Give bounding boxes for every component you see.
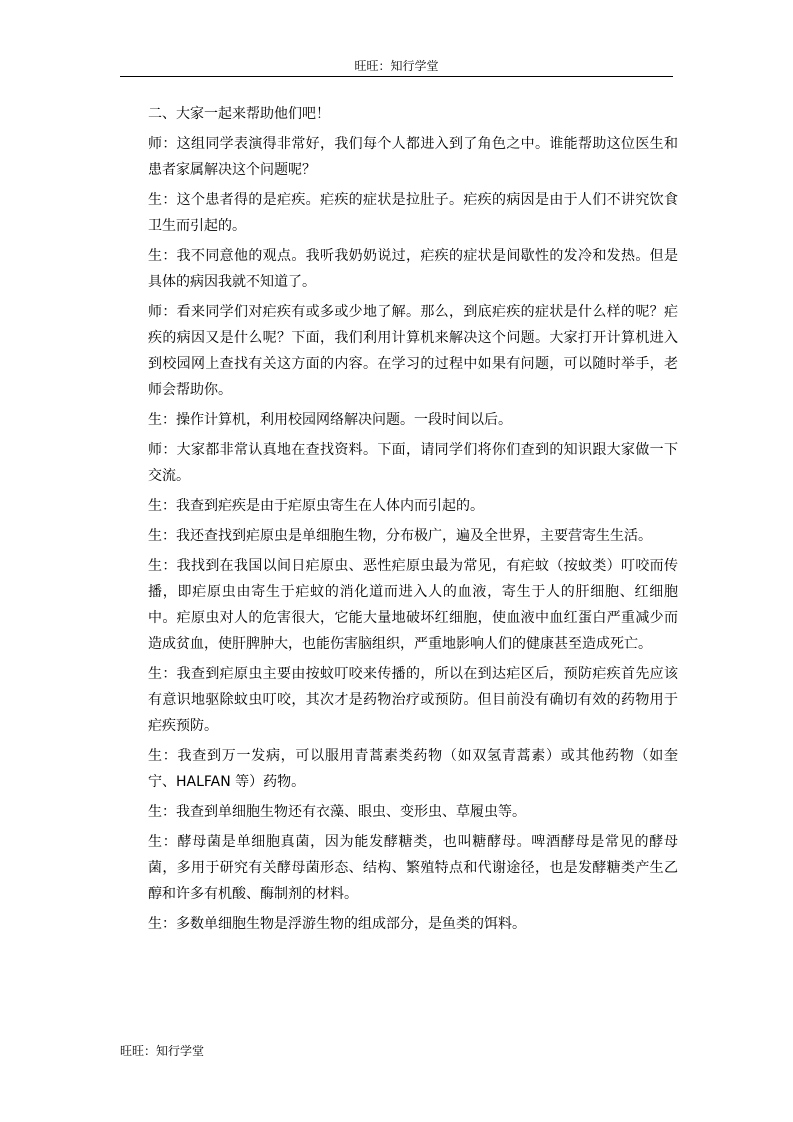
paragraph: 生：我不同意他的观点。我听我奶奶说过，疟疾的症状是间歇性的发冷和发热。但是具体的病因我就不知道了。 <box>148 248 678 290</box>
paragraph: 师：大家都非常认真地在查找资料。下面，请同学们将你们查到的知识跟大家做一下交流。 <box>148 442 678 484</box>
paragraph: 生：我找到在我国以间日疟原虫、恶性疟原虫最为常见，有疟蚊（按蚊类）叮咬而传播，即疟原虫由寄生于疟蚊的消化道而进入人的血液，寄生于人的肝细胞、红细胞中。疟原虫对人的危害很大，它能大量地破坏红细胞，使血液中血红蛋白严重减少而造成贫血，使肝脾肿大，也能伤害脑组织，严重地影响人们的健康甚至造成死亡。 <box>148 558 678 652</box>
page-header: 旺旺：知行学堂 <box>120 56 673 77</box>
paragraph: 生：我查到疟疾是由于疟原虫寄生在人体内而引起的。 <box>148 498 484 514</box>
page-footer: 旺旺：知行学堂 <box>120 1044 205 1058</box>
paragraph: 生：我查到万一发病，可以服用青蒿素类药物（如双氢青蒿素）或其他药物（如奎宁、HALFAN 等）药物。 <box>148 748 678 790</box>
paragraph: 生：酵母菌是单细胞真菌，因为能发酵糖类，也叫糖酵母。啤酒酵母是常见的酵母菌，多用于研究有关酵母菌形态、结构、繁殖特点和代谢途径，也是发酵糖类产生乙醇和许多有机酸、酶制剂的材料。 <box>148 834 678 902</box>
paragraph: 生：这个患者得的是疟疾。疟疾的症状是拉肚子。疟疾的病因是由于人们不讲究饮食卫生而引起的。 <box>148 192 678 234</box>
section-title: 二、大家一起来帮助他们吧！ <box>148 106 330 122</box>
paragraph: 师：这组同学表演得非常好，我们每个人都进入到了角色之中。谁能帮助这位医生和患者家属解决这个问题呢？ <box>148 136 678 178</box>
paragraph: 生：我查到单细胞生物还有衣藻、眼虫、变形虫、草履虫等。 <box>148 804 526 820</box>
document-body <box>148 101 678 941</box>
paragraph: 师：看来同学们对疟疾有或多或少地了解。那么，到底疟疾的症状是什么样的呢？疟疾的病因又是什么呢？下面，我们利用计算机来解决这个问题。大家打开计算机进入到校园网上查找有关这方面的内容。在学习的过程中如果有问题，可以随时举手，老师会帮助你。 <box>148 304 678 398</box>
paragraph: 生：我还查找到疟原虫是单细胞生物，分布极广，遍及全世界，主要营寄生生活。 <box>148 528 652 544</box>
paragraph: 生：多数单细胞生物是浮游生物的组成部分，是鱼类的饵料。 <box>148 916 526 932</box>
paragraph: 生：我查到疟原虫主要由按蚊叮咬来传播的，所以在到达疟区后，预防疟疾首先应该有意识地驱除蚊虫叮咬，其次才是药物治疗或预防。但目前没有确切有效的药物用于疟疾预防。 <box>148 666 678 734</box>
paragraph: 生：操作计算机，利用校园网络解决问题。一段时间以后。 <box>148 412 512 428</box>
